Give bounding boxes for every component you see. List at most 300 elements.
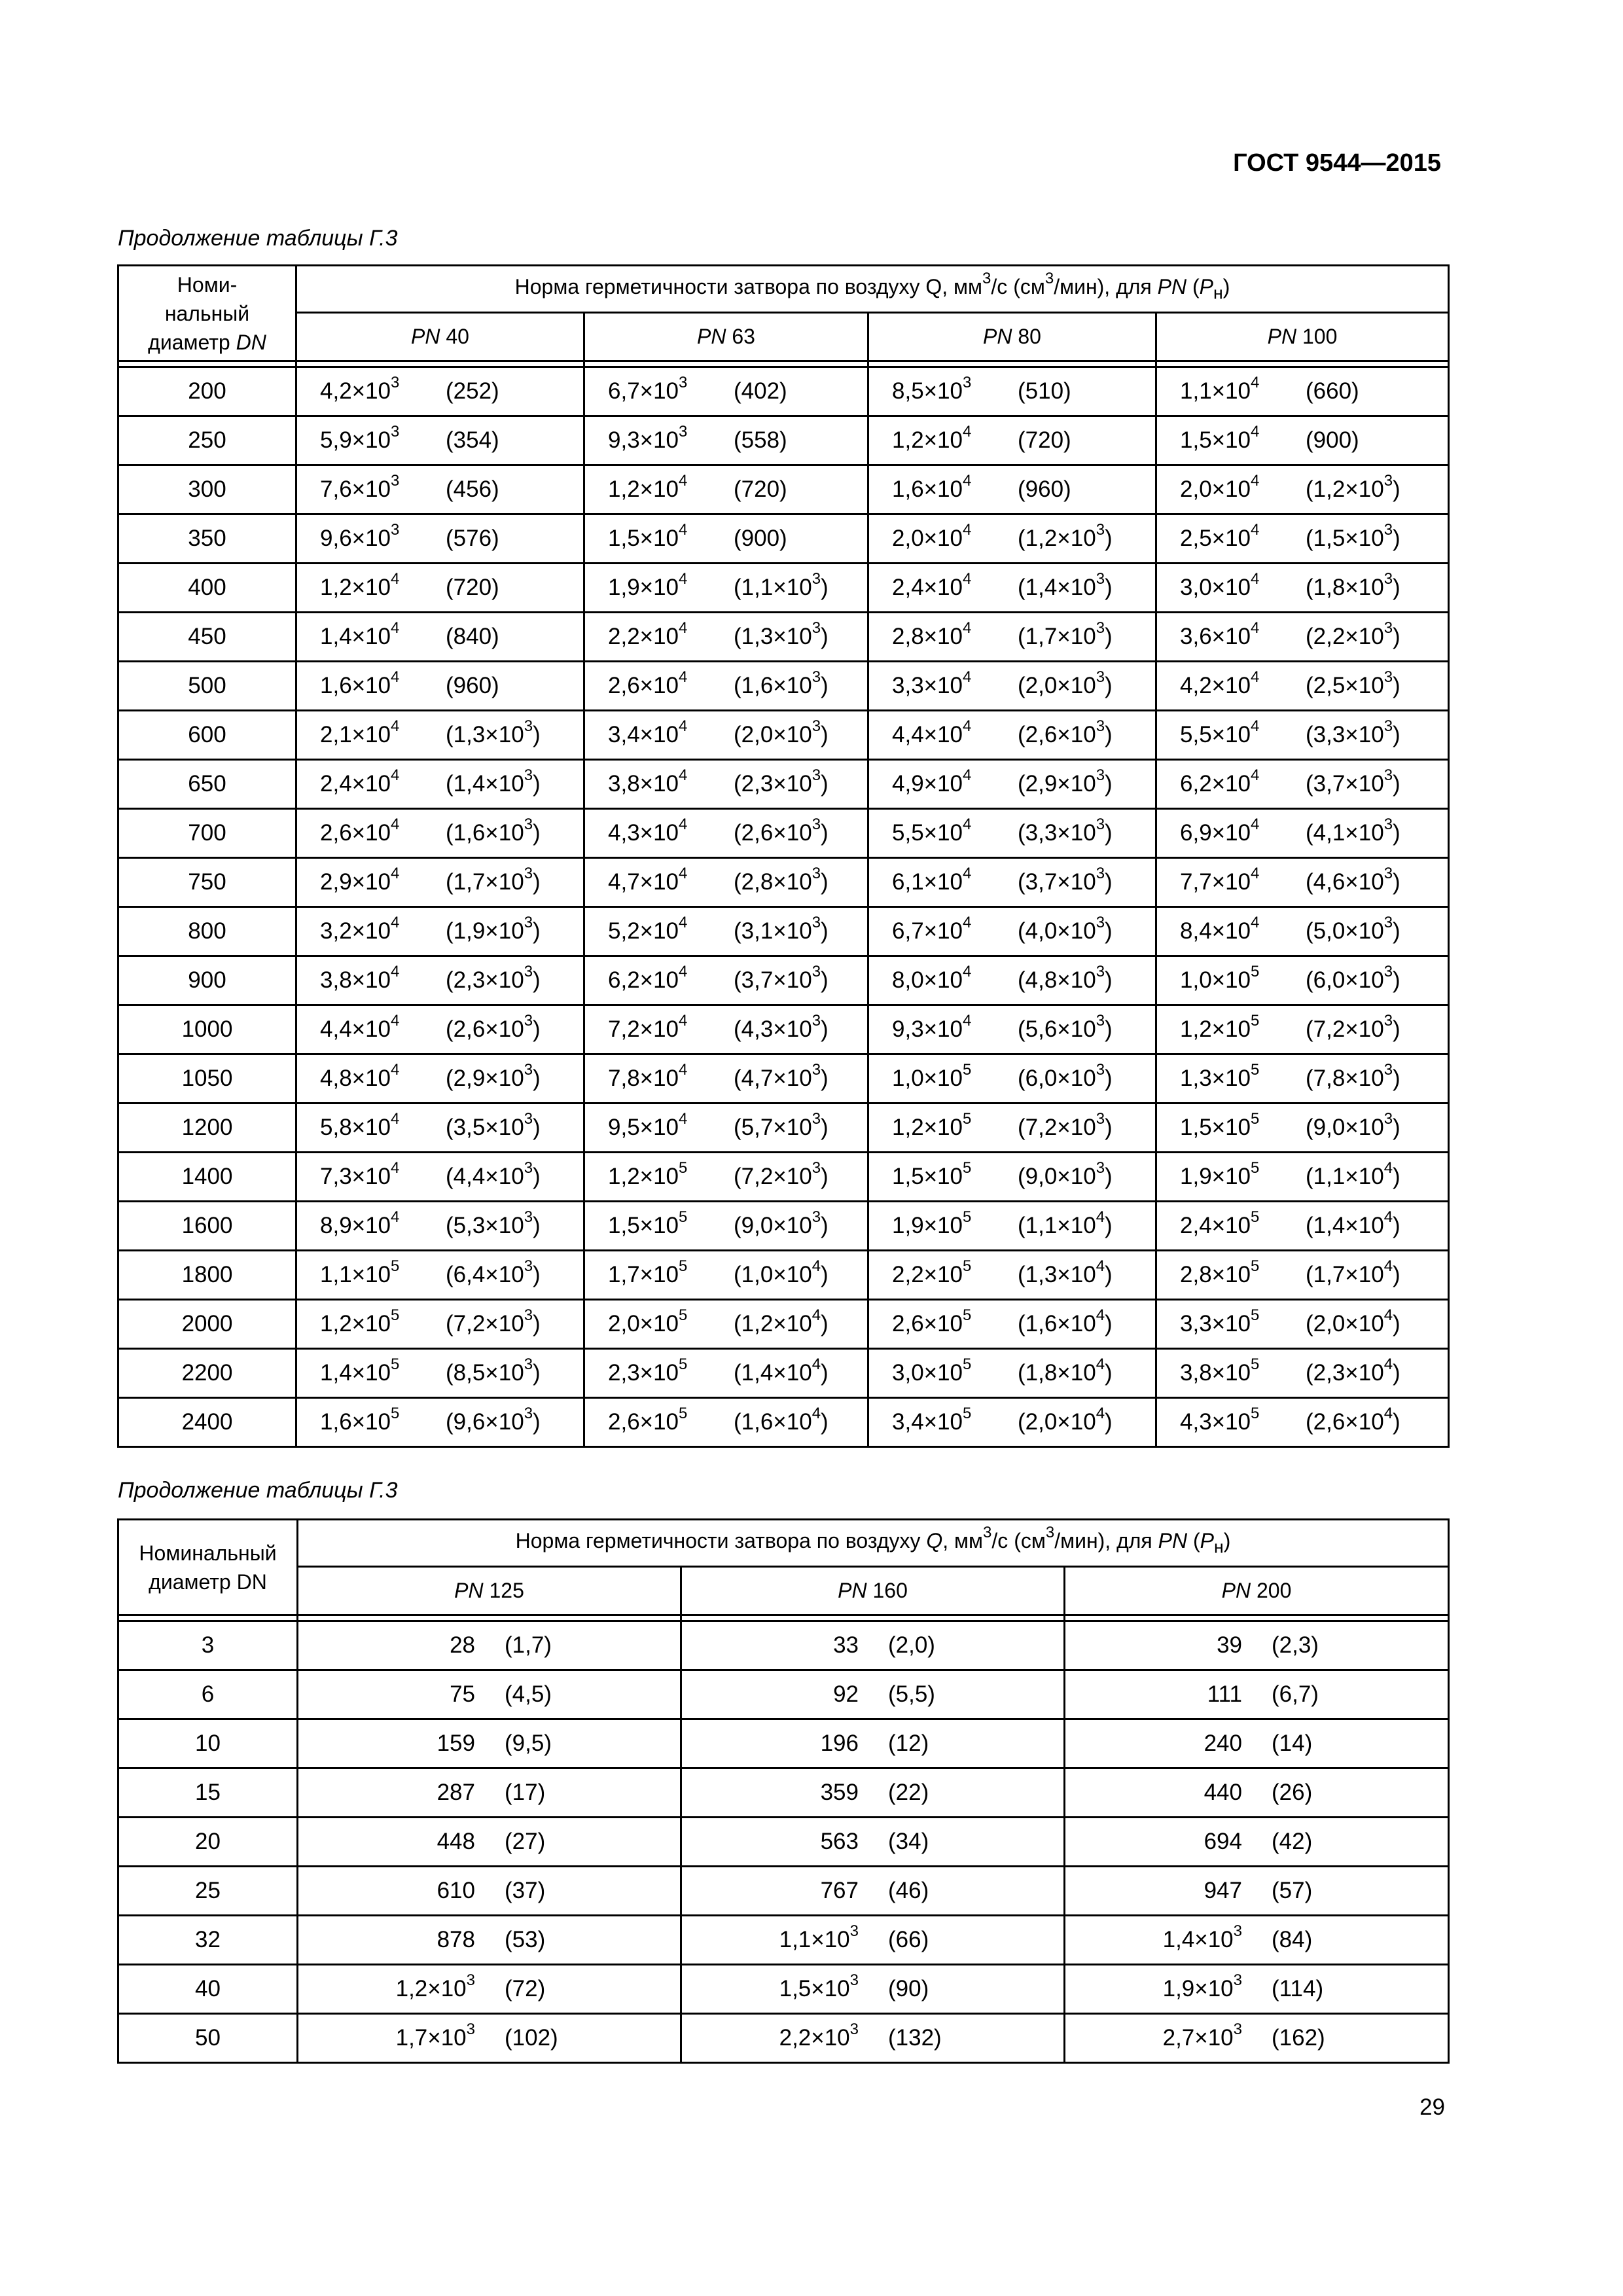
exponent: 4 [963, 423, 972, 441]
exponent: 5 [1251, 1306, 1260, 1325]
value-cm3min [734, 427, 787, 454]
value-mm3s [585, 570, 734, 601]
mantissa: 5,2×10 [608, 918, 679, 944]
leak-rate-cell [296, 809, 584, 858]
closing-paren: ) [821, 1262, 829, 1287]
exponent: 3 [812, 963, 821, 981]
value-cm3min [446, 816, 541, 846]
leak-rate-cell [296, 1398, 584, 1447]
table-row [118, 809, 1449, 858]
value-mm3s [1157, 1061, 1306, 1092]
value-cm3min [1306, 717, 1400, 748]
closing-paren: ) [821, 575, 829, 600]
exponent: 4 [963, 865, 972, 883]
closing-paren: ) [1105, 673, 1113, 698]
value-mm3s [297, 865, 446, 895]
exponent: 3 [524, 1110, 533, 1128]
closing-paren: ) [1393, 967, 1400, 993]
table-caption: Продолжение таблицы Г.3 [118, 226, 398, 251]
mantissa: 359 [820, 1780, 859, 1805]
exponent: 4 [1251, 472, 1260, 490]
exponent: 4 [963, 668, 972, 687]
value-cm3min: (162) [1272, 2025, 1325, 2051]
value-mm3s [297, 521, 446, 552]
dn-cell: 300 [118, 465, 296, 514]
leak-rate-cell [584, 1153, 868, 1202]
pn-label: PN [697, 325, 726, 348]
value-cm3min [1018, 521, 1113, 552]
mantissa: (1,1×10 [1018, 1213, 1096, 1238]
exponent: 3 [391, 521, 400, 539]
mantissa: (9,0×10 [1306, 1115, 1384, 1140]
value-mm3s [297, 1110, 446, 1141]
leak-rate-cell [1156, 564, 1449, 613]
value-mm3s [298, 2020, 475, 2051]
closing-paren: ) [821, 1066, 829, 1091]
mantissa: 6,2×10 [1180, 771, 1251, 797]
exponent: 4 [391, 570, 400, 588]
dn-cell: 1600 [118, 1202, 296, 1251]
exponent: 5 [963, 1306, 972, 1325]
leak-rate-cell [584, 1349, 868, 1398]
value-cm3min [734, 963, 829, 994]
leak-rate-cell [584, 564, 868, 613]
value-mm3s [1157, 1405, 1306, 1435]
mantissa: (1,7×10 [446, 869, 524, 895]
value-cm3min [1306, 570, 1400, 601]
value-cm3min [734, 1110, 829, 1141]
leak-rate-cell [296, 613, 584, 662]
value-mm3s [298, 1927, 475, 1953]
mantissa: 3,6×10 [1180, 624, 1251, 649]
dn-cell: 2400 [118, 1398, 296, 1447]
value-mm3s [585, 472, 734, 503]
header-text: диаметр [148, 330, 236, 354]
leak-rate-cell [868, 564, 1156, 613]
mantissa: 3,2×10 [320, 918, 391, 944]
table-row [118, 1054, 1449, 1103]
mantissa: 8,5×10 [892, 378, 963, 404]
exponent: 3 [524, 1355, 533, 1374]
mantissa: (4,6×10 [1306, 869, 1384, 895]
leak-rate-cell [868, 809, 1156, 858]
header-text: Норма герметичности затвора по воздуху [515, 1528, 927, 1552]
exponent: 3 [1096, 766, 1105, 785]
value-cm3min: (12) [888, 1731, 929, 1756]
mantissa: 7,8×10 [608, 1066, 679, 1091]
exponent: 3 [1096, 1110, 1105, 1128]
mantissa: 1,2×10 [395, 1976, 467, 2001]
mantissa: (1,2×10 [1306, 476, 1384, 502]
exponent: 3 [812, 766, 821, 785]
exponent: 4 [1096, 1257, 1105, 1276]
value-mm3s [682, 1829, 859, 1855]
leak-rate-cell [584, 1300, 868, 1349]
exponent: 4 [679, 472, 688, 490]
value-cm3min [1018, 619, 1113, 650]
header-text: ) [1222, 274, 1230, 298]
mantissa: (9,0×10 [734, 1213, 812, 1238]
value-mm3s [585, 1159, 734, 1190]
mantissa: (2,6×10 [734, 820, 812, 846]
mantissa: 5,5×10 [1180, 722, 1251, 747]
exponent: 3 [391, 472, 400, 490]
mantissa: (1,1×10 [734, 575, 812, 600]
exponent: 3 [1383, 865, 1393, 883]
leak-rate-cell [1065, 1867, 1449, 1916]
header-row [118, 1520, 1449, 1567]
value-mm3s [297, 1257, 446, 1288]
mantissa: 1,7×10 [608, 1262, 679, 1287]
value-mm3s [1157, 668, 1306, 699]
closing-paren: ) [1393, 1115, 1400, 1140]
mantissa: 3,0×10 [1180, 575, 1251, 600]
closing-paren: ) [1105, 624, 1113, 649]
mantissa: (2,2×10 [1306, 624, 1384, 649]
pn-value: 200 [1251, 1579, 1292, 1602]
exponent: 5 [391, 1306, 400, 1325]
exponent: 4 [679, 1110, 688, 1128]
mantissa: 3,3×10 [892, 673, 963, 698]
dn-cell: 1000 [118, 1005, 296, 1054]
value-mm3s [682, 1971, 859, 2002]
leak-rate-cell [1156, 613, 1449, 662]
value-cm3min [1306, 472, 1400, 503]
value-cm3min [734, 1208, 829, 1239]
closing-paren: ) [821, 673, 829, 698]
mantissa: 1,2×10 [320, 575, 391, 600]
mantissa: 1,4×10 [1162, 1927, 1234, 1952]
pn-value: 160 [866, 1579, 908, 1602]
mantissa: 8,4×10 [1180, 918, 1251, 944]
closing-paren: ) [1393, 1409, 1400, 1435]
exponent: 3 [1383, 570, 1393, 588]
closing-paren: ) [1393, 1213, 1400, 1238]
mantissa: (7,8×10 [1306, 1066, 1384, 1091]
mantissa: 2,2×10 [892, 1262, 963, 1287]
exponent: 4 [1251, 668, 1260, 687]
exponent: 3 [524, 1012, 533, 1030]
mantissa: 3,8×10 [608, 771, 679, 797]
closing-paren: ) [1393, 673, 1400, 698]
exponent: 3 [812, 1012, 821, 1030]
exponent: 3 [812, 570, 821, 588]
mantissa: (1,5×10 [1306, 526, 1384, 551]
dn-cell: 25 [118, 1867, 298, 1916]
table-row [118, 1719, 1449, 1768]
closing-paren: ) [1393, 1164, 1400, 1189]
leak-rate-cell [1065, 1670, 1449, 1719]
value-cm3min: (2,3) [1272, 1632, 1319, 1658]
mantissa: 4,4×10 [320, 1016, 391, 1042]
value-mm3s [869, 963, 1018, 994]
exponent: 4 [963, 766, 972, 785]
value-cm3min [1018, 668, 1113, 699]
leak-rate-cell [584, 465, 868, 514]
mantissa: (2,5×10 [1306, 673, 1384, 698]
closing-paren: ) [533, 1066, 541, 1091]
mantissa: 2,3×10 [608, 1360, 679, 1386]
exponent: 4 [1251, 717, 1260, 736]
leak-rate-cell [868, 1202, 1156, 1251]
value-mm3s [585, 521, 734, 552]
closing-paren: ) [821, 967, 829, 993]
dn-cell: 1400 [118, 1153, 296, 1202]
value-mm3s [869, 1405, 1018, 1435]
closing-paren: ) [1105, 1311, 1113, 1336]
exponent: 4 [1096, 1355, 1105, 1374]
mantissa: 1,2×10 [1180, 1016, 1251, 1042]
mantissa: (2,8×10 [734, 869, 812, 895]
closing-paren: ) [533, 1213, 541, 1238]
mantissa: 1,2×10 [608, 1164, 679, 1189]
leak-rate-cell [1156, 1005, 1449, 1054]
value-cm3min [1306, 1012, 1400, 1043]
exponent: 4 [1251, 914, 1260, 932]
value-cm3min [734, 1355, 829, 1386]
leak-rate-cell [1156, 1300, 1449, 1349]
header-pn-2 [868, 313, 1156, 361]
mantissa: 2,6×10 [320, 820, 391, 846]
value-cm3min [1306, 914, 1400, 944]
pn-value: 100 [1296, 325, 1338, 348]
mantissa: (4,3×10 [734, 1016, 812, 1042]
exponent: 3 [524, 766, 533, 785]
value-cm3min: (4,5) [505, 1681, 552, 1707]
value-mm3s [869, 1208, 1018, 1239]
value-cm3min: (84) [1272, 1927, 1313, 1952]
exponent: 3 [1096, 1012, 1105, 1030]
mantissa: (4,1×10 [1306, 820, 1384, 846]
value-mm3s [869, 1355, 1018, 1386]
closing-paren: ) [533, 722, 541, 747]
mantissa: 159 [437, 1731, 475, 1756]
value-cm3min [1306, 1405, 1400, 1435]
exponent: 4 [963, 717, 972, 736]
exponent: 3 [812, 914, 821, 932]
exponent: 5 [963, 1110, 972, 1128]
leak-rate-cell [868, 956, 1156, 1005]
value-mm3s [298, 1829, 475, 1855]
table-row [118, 1867, 1449, 1916]
value-cm3min: (5,5) [888, 1681, 935, 1707]
leak-rate-cell [584, 1398, 868, 1447]
value-cm3min [734, 476, 787, 503]
value-mm3s [869, 914, 1018, 944]
value-cm3min [1018, 570, 1113, 601]
value-cm3min: (102) [505, 2025, 558, 2051]
value-mm3s [297, 374, 446, 404]
mantissa: (7,2×10 [734, 1164, 812, 1189]
closing-paren: ) [1105, 526, 1113, 551]
mantissa: 1,2×10 [608, 476, 679, 502]
exponent: 5 [1251, 1159, 1260, 1177]
exponent: 3 [812, 1208, 821, 1227]
closing-paren: ) [533, 967, 541, 993]
header-text: Номинальный [139, 1541, 277, 1565]
exponent: 4 [391, 1061, 400, 1079]
leak-rate-cell [868, 1251, 1156, 1300]
exponent: 3 [963, 374, 972, 392]
value-cm3min [734, 1257, 829, 1288]
mantissa: 1,6×10 [892, 476, 963, 502]
value-mm3s [1157, 1110, 1306, 1141]
header-text: /мин), для [1054, 1528, 1158, 1552]
leak-rate-cell [1156, 1251, 1449, 1300]
leak-rate-table-pn125-200 [117, 1518, 1450, 2064]
pn-label: PN [454, 1579, 484, 1602]
table-row [118, 1916, 1449, 1965]
header-text: P [1199, 274, 1213, 298]
leak-rate-cell [296, 1202, 584, 1251]
dn-cell: 6 [118, 1670, 298, 1719]
leak-rate-cell [584, 760, 868, 809]
value-cm3min: (37) [505, 1878, 546, 1903]
leak-rate-cell [868, 858, 1156, 907]
exponent: 4 [812, 1306, 821, 1325]
exponent: 4 [391, 766, 400, 785]
mantissa: (5,0×10 [1306, 918, 1384, 944]
exponent: 3 [1383, 1012, 1393, 1030]
closing-paren: ) [533, 1016, 541, 1042]
table-row [118, 907, 1449, 956]
value-mm3s [297, 1159, 446, 1190]
exponent: 5 [1251, 1061, 1260, 1079]
mantissa: (720) [734, 476, 787, 502]
exponent: 4 [679, 865, 688, 883]
value-mm3s [1065, 1780, 1242, 1806]
mantissa: (3,3×10 [1306, 722, 1384, 747]
closing-paren: ) [1393, 1262, 1400, 1287]
closing-paren: ) [533, 1409, 541, 1435]
mantissa: 9,3×10 [892, 1016, 963, 1042]
mantissa: 4,3×10 [1180, 1409, 1251, 1435]
closing-paren: ) [1393, 722, 1400, 747]
value-cm3min [446, 1355, 541, 1386]
leak-rate-cell [1156, 465, 1449, 514]
value-cm3min [1018, 427, 1071, 454]
mantissa: (3,3×10 [1018, 820, 1096, 846]
value-mm3s [585, 668, 734, 699]
value-cm3min: (17) [505, 1780, 546, 1805]
leak-rate-cell [296, 1153, 584, 1202]
header-text: Номи- [177, 272, 238, 296]
exponent: 4 [1251, 570, 1260, 588]
leak-rate-cell [296, 1251, 584, 1300]
exponent: 3 [1383, 816, 1393, 834]
mantissa: 2,2×10 [608, 624, 679, 649]
value-cm3min: (53) [505, 1927, 546, 1952]
closing-paren: ) [821, 869, 829, 895]
separator-cell [681, 1615, 1065, 1621]
value-mm3s [1065, 1632, 1242, 1659]
value-cm3min [734, 1159, 829, 1190]
closing-paren: ) [533, 1262, 541, 1287]
exponent: 3 [1383, 914, 1393, 932]
leak-rate-cell [296, 1103, 584, 1153]
exponent: 4 [1096, 1405, 1105, 1423]
dn-cell: 350 [118, 514, 296, 564]
mantissa: 1,5×10 [779, 1976, 850, 2001]
value-cm3min [734, 766, 829, 797]
value-mm3s [585, 865, 734, 895]
mantissa: 1,6×10 [320, 1409, 391, 1435]
exponent: 3 [679, 423, 688, 441]
value-mm3s [1065, 1731, 1242, 1757]
leak-rate-cell [296, 1054, 584, 1103]
leak-rate-cell [584, 809, 868, 858]
mantissa: 2,0×10 [1180, 476, 1251, 502]
value-cm3min [734, 378, 787, 404]
value-mm3s [1065, 1681, 1242, 1708]
leak-rate-cell [584, 514, 868, 564]
leak-rate-cell [868, 1398, 1156, 1447]
exponent: 3 [1383, 472, 1393, 490]
mantissa: 28 [450, 1632, 475, 1658]
leak-rate-cell [868, 1300, 1156, 1349]
leak-rate-cell [296, 514, 584, 564]
leak-rate-cell [1065, 1768, 1449, 1818]
closing-paren: ) [1105, 820, 1113, 846]
pn-value: 125 [483, 1579, 524, 1602]
mantissa: (2,3×10 [1306, 1360, 1384, 1386]
mantissa: (510) [1018, 378, 1071, 404]
value-cm3min: (72) [505, 1976, 546, 2001]
exponent: 4 [1383, 1306, 1393, 1325]
value-cm3min [446, 717, 541, 748]
closing-paren: ) [533, 1311, 541, 1336]
value-mm3s [869, 374, 1018, 404]
value-mm3s [585, 1306, 734, 1337]
value-mm3s [585, 423, 734, 454]
mantissa: 1,4×10 [320, 624, 391, 649]
separator-cell [298, 1615, 681, 1621]
mantissa: 2,6×10 [892, 1311, 963, 1336]
page-number: 29 [1419, 2094, 1445, 2120]
header-text: 3 [983, 1524, 992, 1542]
header-text: PN [1158, 1528, 1188, 1552]
mantissa: 3,8×10 [1180, 1360, 1251, 1386]
exponent: 4 [963, 570, 972, 588]
exponent: 4 [812, 1355, 821, 1374]
exponent: 4 [391, 1110, 400, 1128]
header-pn-1 [584, 313, 868, 361]
exponent: 4 [679, 1061, 688, 1079]
leak-rate-cell [868, 760, 1156, 809]
exponent: 3 [849, 1922, 859, 1941]
dn-cell: 250 [118, 416, 296, 465]
exponent: 4 [1383, 1208, 1393, 1227]
exponent: 3 [849, 1971, 859, 1990]
exponent: 4 [391, 717, 400, 736]
value-mm3s [585, 717, 734, 748]
mantissa: 1,0×10 [892, 1066, 963, 1091]
exponent: 4 [963, 521, 972, 539]
value-cm3min [1306, 1306, 1400, 1337]
mantissa: (2,6×10 [1018, 722, 1096, 747]
leak-rate-cell [584, 1054, 868, 1103]
value-cm3min [1306, 521, 1400, 552]
mantissa: 767 [820, 1878, 859, 1903]
mantissa: 4,9×10 [892, 771, 963, 797]
table-row [118, 1202, 1449, 1251]
value-cm3min [734, 816, 829, 846]
header-leak-rate [298, 1520, 1449, 1567]
mantissa: 2,8×10 [892, 624, 963, 649]
pn-value: 63 [726, 325, 755, 348]
mantissa: 1,4×10 [320, 1360, 391, 1386]
mantissa: 1,5×10 [608, 1213, 679, 1238]
